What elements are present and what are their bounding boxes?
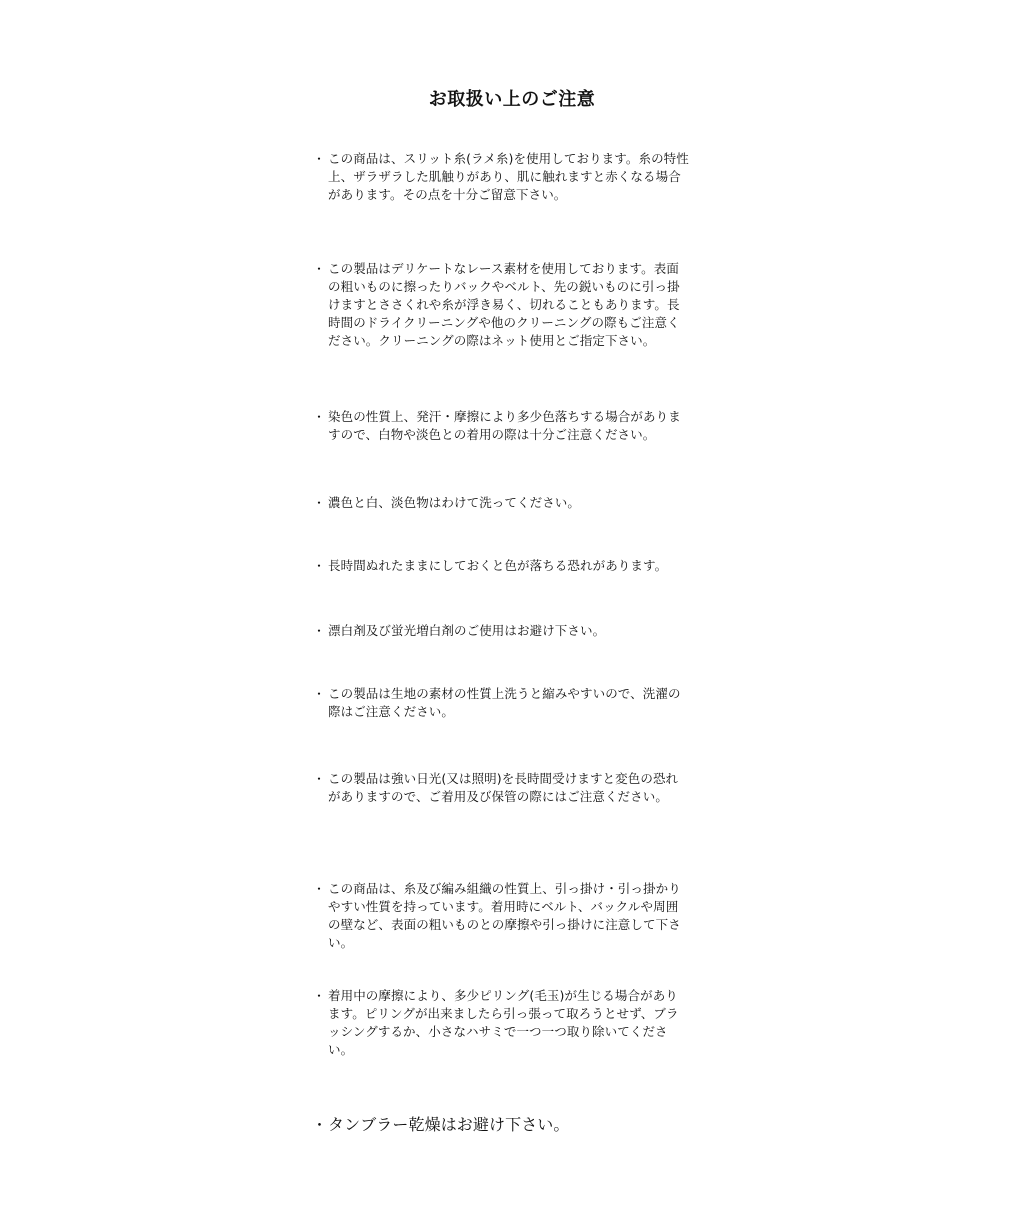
bullet-icon: ・ bbox=[312, 772, 325, 786]
bullet-icon: ・ bbox=[312, 262, 325, 276]
caution-text-10: 着用中の摩擦により、多少ピリング(毛玉)が生じる場合があります。ピリングが出来ましたら引っ張って取ろうとせず、ブラッシングするか、小さなハサミで一つ一つ取り除いてください。 bbox=[328, 988, 679, 1057]
bullet-icon: ・ bbox=[312, 624, 325, 638]
bullet-icon: ・ bbox=[312, 1116, 328, 1134]
bullet-icon: ・ bbox=[312, 559, 325, 573]
bullet-icon: ・ bbox=[312, 496, 325, 510]
page-title: お取扱い上のご注意 bbox=[428, 89, 596, 110]
bullet-icon: ・ bbox=[312, 989, 325, 1003]
caution-text-3: 染色の性質上、発汗・摩擦により多少色落ちする場合がありますので、白物や淡色との着用の際は十分ご注意ください。 bbox=[328, 409, 681, 442]
caution-text-11: タンブラー乾燥はお避け下さい。 bbox=[328, 1115, 570, 1134]
caution-text-9: この商品は、糸及び編み組織の性質上、引っ掛け・引っ掛かりやすい性質を持っています。着用時にベルト、バックルや周囲の壁など、表面の粗いものとの摩擦や引っ掛けに注意して下さい。 bbox=[328, 881, 681, 950]
caution-text-5: 長時間ぬれたままにしておくと色が落ちる恐れがあります。 bbox=[328, 558, 668, 573]
caution-text-1: この商品は、スリット糸(ラメ糸)を使用しております。糸の特性上、ザラザラした肌触りがあり、肌に触れますと赤くなる場合があります。その点を十分ご留意下さい。 bbox=[328, 151, 689, 202]
caution-text-6: 漂白剤及び蛍光増白剤のご使用はお避け下さい。 bbox=[328, 623, 606, 638]
bullet-icon: ・ bbox=[312, 410, 325, 424]
caution-text-8: この製品は強い日光(又は照明)を長時間受けますと変色の恐れがありますので、ご着用及び保管の際にはご注意ください。 bbox=[328, 771, 679, 804]
bullet-icon: ・ bbox=[312, 687, 325, 701]
caution-text-2: この製品はデリケートなレース素材を使用しております。表面の粗いものに擦ったりバックやベルト、先の鋭いものに引っ掛けますとささくれや糸が浮き易く、切れることもあります。長時間のドライクリーニングや他のクリーニングの際もご注意ください。クリーニングの際はネット使用とご指定下さい。 bbox=[328, 261, 680, 348]
caution-text-7: この製品は生地の素材の性質上洗うと縮みやすいので、洗濯の際はご注意ください。 bbox=[328, 686, 681, 719]
bullet-icon: ・ bbox=[312, 882, 325, 896]
caution-text-4: 濃色と白、淡色物はわけて洗ってください。 bbox=[328, 495, 581, 510]
bullet-icon: ・ bbox=[312, 152, 325, 166]
